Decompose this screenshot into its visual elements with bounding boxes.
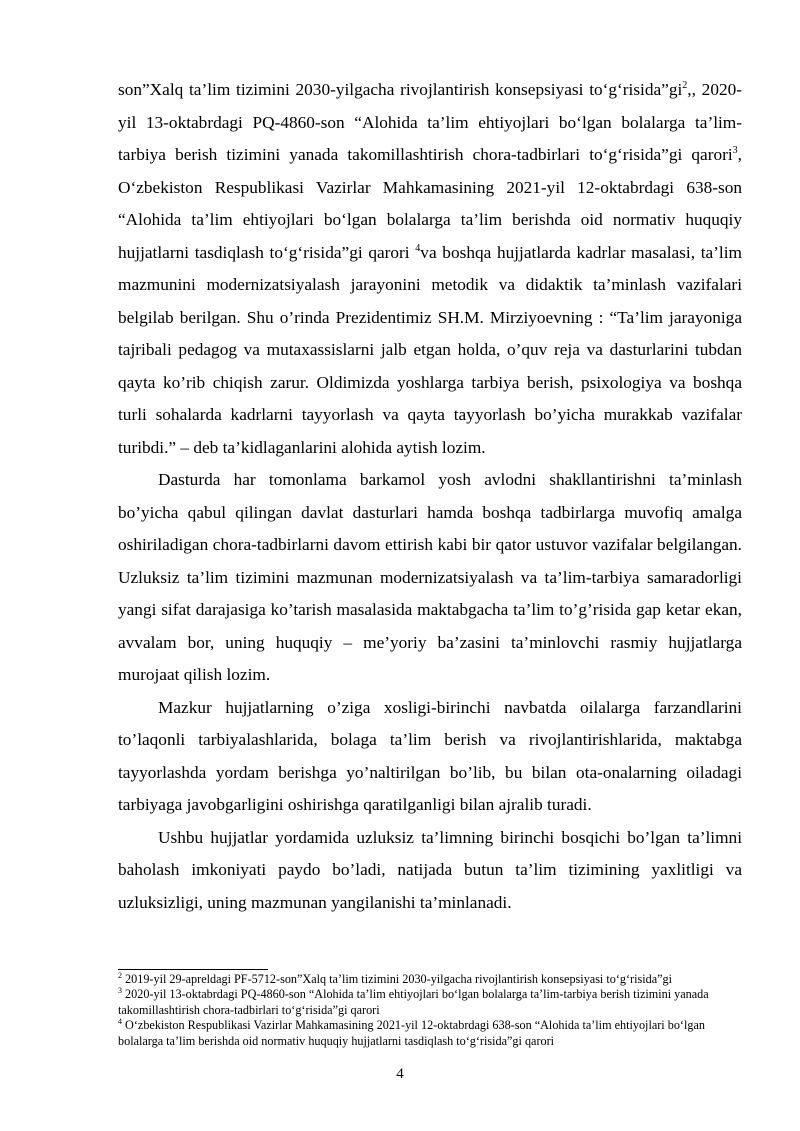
page-body — [118, 74, 742, 919]
page-number: 4 — [396, 1066, 404, 1082]
footnote-ref-3[interactable]: 3 — [732, 145, 738, 157]
paragraph-1 — [118, 74, 742, 464]
footnote-4 — [118, 1018, 742, 1049]
text-segment: Dasturda har tomonlama barkamol yosh avlodni shakllantirishni ta’minlash bo’yicha qabul qilingan davlat dasturlari hamda boshqa tadbirlarga muvofiq amalga oshiriladigan chora-tadbirlarni davom ettirish kabi bir qator ustuvor vazifalar belgilangan. Uzluksiz ta’lim tizimini mazmunan modernizatsiyalash va ta’lim-tarbiya samaradorligi yangi sifat darajasiga ko’tarish masalasida maktabgacha ta’lim to’g’risida gap ketar ekan, avvalam bor, uning huquqiy – me’yoriy ba’zasini ta’minlovchi rasmiy hujjatlarga murojaat qilish lozim. — [118, 470, 742, 684]
text-segment: Ushbu hujjatlar yordamida uzluksiz ta’limning birinchi bosqichi bo’lgan ta’limni baholash imkoniyati paydo bo’ladi, natijada butun ta’lim tizimining yaxlitligi va uzluksizligi, uning mazmunan yangilanishi ta’minlanadi. — [118, 827, 742, 912]
text-segment: Mazkur hujjatlarning o’ziga xosligi-birinchi navbatda oilalarga farzandlarini to’laqonli tarbiyalashlarida, bolaga ta’lim berish va rivojlantirishlarida, maktabga tayyorlashda yordam berishga yo’naltirilgan bo’lib, bu bilan ota-onalarning oiladagi tarbiyaga javobgarligini oshirishga qaratilganligi bilan ajralib turadi. — [118, 697, 742, 814]
text-segment: ,, 2020-yil 13-oktabrdagi PQ-4860-son “Alohida ta’lim ehtiyojlari bo‘lgan bolalarga ta’lim-tarbiya berish tizimini yanada takomillashtirish chora-tadbirlari to‘g‘risida”gi qarori — [118, 80, 742, 164]
paragraph-3 — [118, 692, 742, 822]
text-segment: son”Xalq ta’lim tizimini 2030-yilgacha rivojlantirish konsepsiyasi to‘g‘risida”gi — [118, 80, 683, 99]
footnote-ref-2[interactable]: 2 — [682, 80, 688, 92]
paragraph-2 — [118, 464, 742, 692]
text-segment: va boshqa hujjatlarda kadrlar masalasi, ta’lim mazmunini modernizatsiyalash jarayonini metodik va didaktik ta’minlash vazifalari belgilab berilgan. Shu o’rinda Prezidentimiz SH.M. Mirziyoevning : “Ta’lim jarayoniga tajribali pedagog va mutaxassislarni jalb etgan holda, o’quv reja va dasturlarini tubdan qayta ko’rib chiqish zarur. Oldimizda yoshlarga tarbiya berish, psixologiya va boshqa turli sohalarda kadrlarni tayyorlash va qayta tayyorlash bo’yicha murakkab vazifalar turibdi.” – deb ta’kidlaganlarini alohida aytish lozim. — [118, 242, 742, 457]
footnote-number: 2 — [118, 970, 122, 980]
footnotes — [118, 969, 742, 1049]
text-segment: , O‘zbekiston Respublikasi Vazirlar Mahkamasining 2021-yil 12-oktabrdagi 638-son “Alohida ta’lim ehtiyojlari bo‘lgan bolalarga ta’lim berishda oid normativ huquqiy hujjatlarni tasdiqlash to‘g‘risida”gi qarori — [118, 145, 742, 262]
footnote-2 — [118, 972, 742, 987]
paragraph-4 — [118, 822, 742, 920]
footnote-divider — [118, 969, 268, 970]
footnote-text: 2020-yil 13-oktabrdagi PQ-4860-son “Alohida ta’lim ehtiyojlari bo‘lgan bolalarga ta’lim-tarbiya berish tizimini yanada takomillashtirish chora-tadbirlari to‘g‘risida”gi qarori — [118, 987, 709, 1017]
footnote-number: 4 — [118, 1017, 122, 1027]
footnote-3 — [118, 987, 742, 1018]
footnote-text: O‘zbekiston Respublikasi Vazirlar Mahkamasining 2021-yil 12-oktabrdagi 638-son “Alohida ta’lim ehtiyojlari bo‘lgan bolalarga ta’lim berishda oid normativ huquqiy hujjatlarni tasdiqlash to‘g‘risida”gi qarori — [118, 1018, 705, 1048]
footnote-number: 3 — [118, 986, 122, 996]
footnote-text: 2019-yil 29-apreldagi PF-5712-son”Xalq ta’lim tizimini 2030-yilgacha rivojlantirish konsepsiyasi to‘g‘risida”gi — [122, 972, 673, 986]
footnote-ref-4[interactable]: 4 — [415, 242, 421, 254]
